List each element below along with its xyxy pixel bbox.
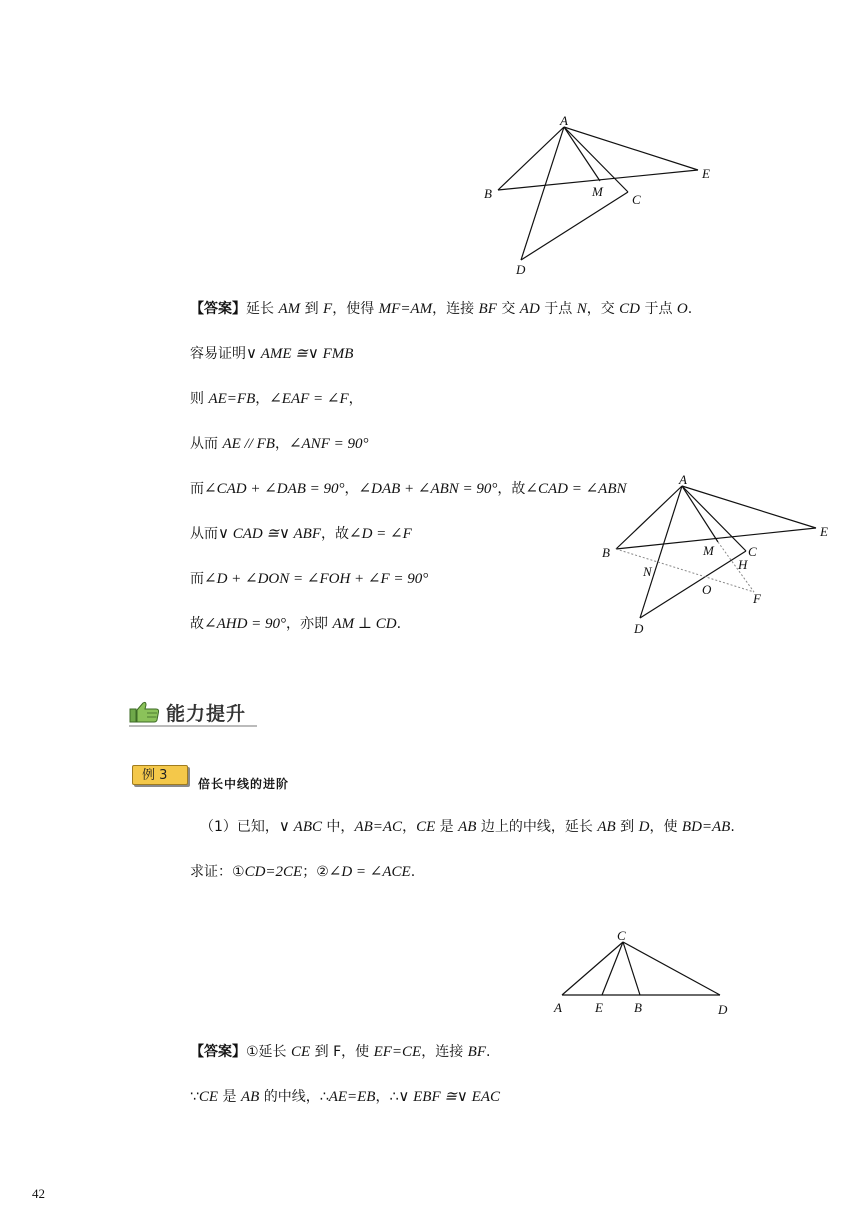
label-E: E xyxy=(702,166,710,181)
figure-1-diagram xyxy=(470,110,730,280)
answer2-line1: 【答案】①延长 CE 到 F，使 EF=CE，连接 BF. xyxy=(190,1044,491,1060)
label-C: C xyxy=(632,192,641,207)
label-C: C xyxy=(748,544,757,559)
example-badge: 例 3 xyxy=(132,765,188,785)
label-C: C xyxy=(617,928,626,943)
example3-question1: （1）已知，∨ ABC 中，AB=AC，CE 是 AB 边上的中线，延长 AB 到 D，使 BD=AB. xyxy=(200,819,735,835)
label-N: N xyxy=(643,564,652,579)
label-F: F xyxy=(753,591,761,606)
example-title: 倍长中线的进阶 xyxy=(198,777,290,791)
label-E: E xyxy=(820,524,828,539)
answer1-line1: 【答案】延长 AM 到 F，使得 MF=AM，连接 BF 交 AD 于点 N，交 CD 于点 O. xyxy=(190,301,693,317)
label-A: A xyxy=(560,113,568,128)
example3-question2: 求证：①CD=2CE；②∠D = ∠ACE. xyxy=(190,864,416,880)
section-divider xyxy=(129,725,257,727)
section-title: 能力提升 xyxy=(166,703,247,725)
answer1-line2: 容易证明∨ AME ≅∨ FMB xyxy=(190,346,354,362)
thumbs-up-icon xyxy=(129,700,161,724)
label-M: M xyxy=(703,543,714,558)
answer1-line4: 从而 AE // FB，∠ANF = 90° xyxy=(190,436,369,452)
answer1-line6: 从而∨ CAD ≅∨ ABF，故∠D = ∠F xyxy=(190,526,412,542)
answer1-line8: 故∠AHD = 90°，亦即 AM ⊥ CD. xyxy=(190,616,402,632)
label-M: M xyxy=(592,184,603,199)
figure-3-diagram xyxy=(548,928,738,1020)
label-A: A xyxy=(554,1000,562,1015)
answer1-line5: 而∠CAD + ∠DAB = 90°，∠DAB + ∠ABN = 90°，故∠CAD = ∠ABN xyxy=(190,481,627,497)
page-number: 42 xyxy=(32,1186,45,1201)
label-O: O xyxy=(702,582,712,597)
label-B: B xyxy=(634,1000,642,1015)
label-H: H xyxy=(738,557,748,572)
label-D: D xyxy=(718,1002,728,1017)
label-D: D xyxy=(516,262,526,277)
label-A: A xyxy=(679,472,687,487)
answer1-line3: 则 AE=FB，∠EAF = ∠F， xyxy=(190,391,363,407)
answer1-line7: 而∠D + ∠DON = ∠FOH + ∠F = 90° xyxy=(190,571,429,587)
label-D: D xyxy=(634,621,644,636)
answer2-line2: ∵CE 是 AB 的中线，∴AE=EB，∴∨ EBF ≅∨ EAC xyxy=(190,1089,500,1105)
label-B: B xyxy=(602,545,610,560)
label-E: E xyxy=(595,1000,603,1015)
figure-2-diagram xyxy=(596,470,846,642)
label-B: B xyxy=(484,186,492,201)
